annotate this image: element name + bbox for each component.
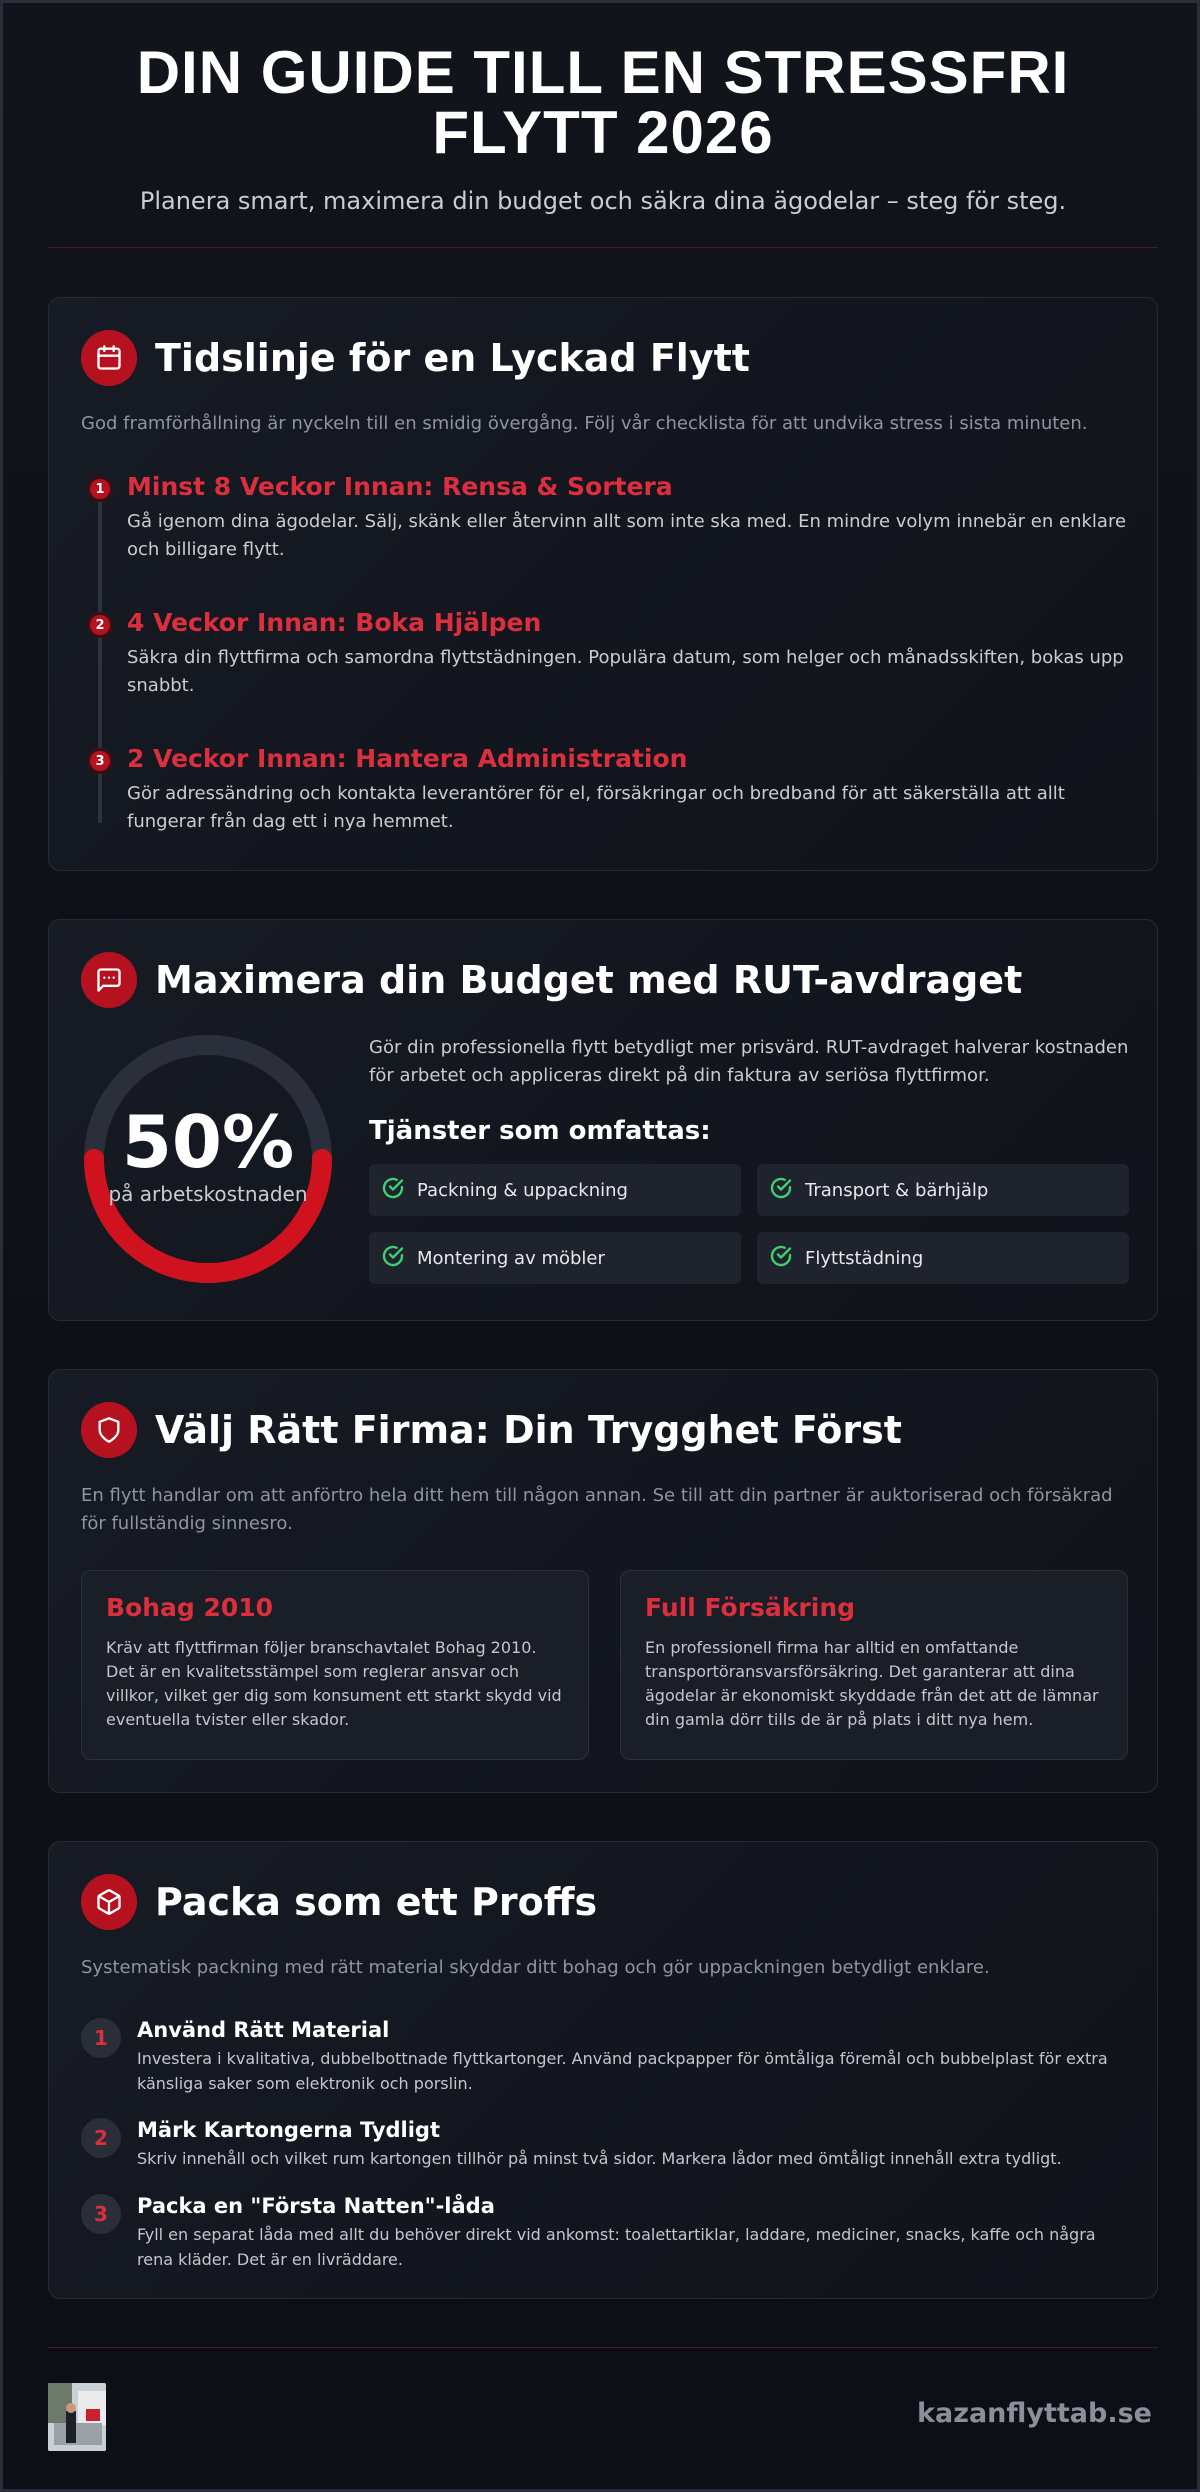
timeline-step-number: 2	[87, 612, 113, 638]
pack-title: Packa som ett Proffs	[155, 1880, 598, 1924]
budget-title: Maximera din Budget med RUT-avdraget	[155, 958, 1023, 1002]
firm-box-text: Kräv att flyttfirman följer branschavtalet Bohag 2010. Det är en kvalitetsstämpel som reglerar ansvar och villkor, vilket ger dig som konsument ett starkt skydd vid eventuella tvister eller skador.	[106, 1638, 562, 1729]
pack-step-title: Packa en "Första Natten"-låda	[137, 2194, 495, 2218]
pack-intro: Systematisk packning med rätt material skyddar ditt bohag och gör uppackningen betydligt enklare.	[81, 1957, 990, 1978]
timeline-intro: God framförhållning är nyckeln till en smidig övergång. Följ vår checklista för att undvika stress i sista minuten.	[81, 413, 1088, 434]
calendar-icon	[81, 330, 137, 386]
check-circle-icon	[381, 1244, 405, 1272]
pack-step-text: Investera i kvalitativa, dubbelbottnade flyttkartonger. Använd packpapper för ömtåliga föremål och bubbelplast för extra känsliga saker som elektronik och porslin.	[137, 2049, 1108, 2093]
timeline-item	[87, 608, 1127, 708]
check-circle-icon	[769, 1244, 793, 1272]
timeline-step-title: 2 Veckor Innan: Hantera Administration	[127, 744, 688, 773]
shield-icon	[81, 1402, 137, 1458]
company-logo	[48, 2383, 106, 2451]
firm-box-title: Full Försäkring	[645, 1593, 856, 1622]
rut-percent: 50%	[121, 1100, 295, 1184]
rut-percent-caption: på arbetskostnaden	[108, 1182, 308, 1206]
pack-step	[81, 2194, 1121, 2274]
service-item	[757, 1164, 1129, 1216]
timeline-step-title: Minst 8 Veckor Innan: Rensa & Sortera	[127, 472, 673, 501]
pack-step-number: 3	[81, 2194, 121, 2234]
check-circle-icon	[769, 1176, 793, 1204]
page-title: DIN GUIDE TILL EN STRESSFRI FLYTT 2026	[136, 39, 1070, 166]
footer-divider	[48, 2347, 1158, 2348]
header-divider	[48, 247, 1158, 248]
pack-step-title: Använd Rätt Material	[137, 2018, 390, 2042]
firm-title: Välj Rätt Firma: Din Trygghet Först	[155, 1408, 902, 1452]
services-title: Tjänster som omfattas:	[369, 1116, 711, 1146]
bohag-box	[81, 1570, 589, 1760]
pack-step	[81, 2018, 1121, 2098]
service-label: Transport & bärhjälp	[805, 1179, 989, 1201]
insurance-box	[620, 1570, 1128, 1760]
page-subtitle: Planera smart, maximera din budget och säkra dina ägodelar – steg för steg.	[139, 187, 1067, 215]
budget-card	[48, 919, 1158, 1321]
timeline-step-number: 1	[87, 476, 113, 502]
timeline-card	[48, 297, 1158, 871]
footer-website[interactable]: kazanflyttab.se	[917, 2398, 1152, 2429]
service-item	[757, 1232, 1129, 1284]
firm-card	[48, 1369, 1158, 1793]
pack-card	[48, 1841, 1158, 2299]
pack-step-number: 2	[81, 2118, 121, 2158]
pack-step-title: Märk Kartongerna Tydligt	[137, 2118, 441, 2142]
pack-step-text: Fyll en separat låda med allt du behöver direkt vid ankomst: toalettartiklar, laddare, mediciner, snacks, kaffe och några rena kläder. Det är en livräddare.	[137, 2225, 1096, 2269]
timeline-item	[87, 744, 1127, 844]
check-circle-icon	[381, 1176, 405, 1204]
box-icon	[81, 1874, 137, 1930]
timeline-step-title: 4 Veckor Innan: Boka Hjälpen	[127, 608, 542, 637]
timeline-title: Tidslinje för en Lyckad Flytt	[155, 336, 750, 380]
firm-box-title: Bohag 2010	[106, 1593, 274, 1622]
service-label: Packning & uppackning	[417, 1179, 628, 1201]
timeline-item	[87, 472, 1127, 572]
pack-step-number: 1	[81, 2018, 121, 2058]
service-item	[369, 1232, 741, 1284]
pack-step	[81, 2118, 1121, 2178]
pack-step-text: Skriv innehåll och vilket rum kartongen tillhör på minst två sidor. Markera lådor med ömtåligt innehåll extra tydligt.	[137, 2149, 1062, 2168]
service-label: Montering av möbler	[417, 1247, 605, 1269]
chat-icon	[81, 952, 137, 1008]
firm-box-text: En professionell firma har alltid en omfattande transportöransvarsförsäkring. Det garanterar att dina ägodelar är ekonomiskt skyddade från det att de lämnar din gamla dörr tills de är på plats i ditt nya hem.	[645, 1638, 1099, 1729]
timeline-step-text: Gör adressändring och kontakta leverantörer för el, försäkringar och bredband för att säkerställa att allt fungerar från dag ett i nya hemmet.	[127, 783, 1065, 832]
timeline-step-number: 3	[87, 748, 113, 774]
service-label: Flyttstädning	[805, 1247, 924, 1269]
firm-intro: En flytt handlar om att anförtro hela ditt hem till någon annan. Se till att din partner är auktoriserad och försäkrad för fullständig sinnesro.	[81, 1485, 1113, 1534]
service-item	[369, 1164, 741, 1216]
budget-text: Gör din professionella flytt betydligt mer prisvärd. RUT-avdraget halverar kostnaden för arbetet och appliceras direkt på din faktura av seriösa flyttfirmor.	[369, 1037, 1129, 1086]
timeline-step-text: Gå igenom dina ägodelar. Sälj, skänk eller återvinn allt som inte ska med. En mindre volym innebär en enklare och billigare flytt.	[127, 511, 1127, 560]
page-header	[48, 39, 1158, 215]
timeline-step-text: Säkra din flyttfirma och samordna flyttstädningen. Populära datum, som helger och månadsskiften, bokas upp snabbt.	[127, 647, 1124, 696]
